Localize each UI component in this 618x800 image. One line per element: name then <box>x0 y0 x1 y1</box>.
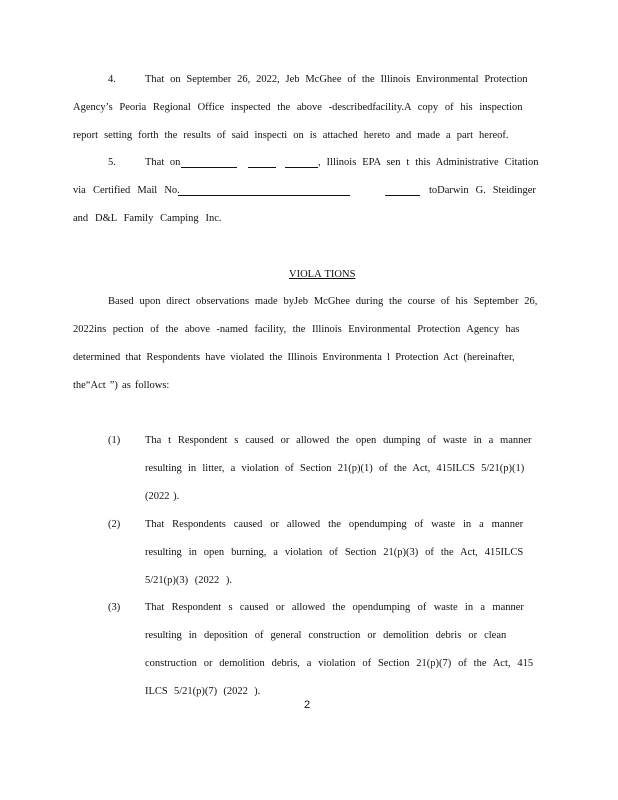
paragraph-5-line-1-start: That on <box>145 157 181 168</box>
violation-3-number: (3) <box>108 602 121 613</box>
certified-mail-number-blank-2 <box>385 185 420 196</box>
violation-2-line-1: That Respondents caused or allowed the opendumping of waste in a manner <box>145 519 524 530</box>
paragraph-5-number: 5. <box>108 157 116 168</box>
certified-mail-number-blank <box>178 185 350 196</box>
paragraph-4-line-1-text: That on September 26, 2022, Jeb McGhee of the Illinois Environmental Protection <box>145 74 528 85</box>
paragraph-5-line-3: and D&L Family Camping Inc. <box>73 213 222 224</box>
date-blank-1 <box>181 157 237 168</box>
paragraph-5-line-1-end: , Illinois EPA sen t this Administrative Citation <box>318 157 539 168</box>
page-number: 2 <box>304 699 311 711</box>
violation-2-number: (2) <box>108 519 121 530</box>
violation-1-line-3: (2022 ). <box>145 491 180 502</box>
paragraph-4-line-3: report setting forth the results of said inspecti on is attached hereto and made a part hereof. <box>73 130 509 141</box>
intro-line-2: 2022ins pection of the above -named facility, the Illinois Environmental Protection Agency has <box>73 324 520 335</box>
violation-1-number: (1) <box>108 435 121 446</box>
paragraph-5-line-2-start: via Certified Mail No. <box>73 185 180 196</box>
violation-3-line-4: ILCS 5/21(p)(7) (2022 ). <box>145 686 261 697</box>
violation-3-line-2: resulting in deposition of general construction or demolition debris or clean <box>145 630 507 641</box>
violation-2-line-2: resulting in open burning, a violation of Section 21(p)(3) of the Act, 415ILCS <box>145 547 524 558</box>
date-blank-3 <box>285 157 318 168</box>
violation-1-line-2: resulting in litter, a violation of Section 21(p)(1) of the Act, 415ILCS 5/21(p)(1) <box>145 463 525 474</box>
paragraph-4-line-1 <box>145 73 534 86</box>
violations-heading: VIOLA TIONS <box>289 269 356 280</box>
violation-3-line-3: construction or demolition debris, a violation of Section 21(p)(7) of the Act, 415 <box>145 658 534 669</box>
violation-3-line-1: That Respondent s caused or allowed the opendumping of waste in a manner <box>145 602 524 613</box>
violation-1-line-1: Tha t Respondent s caused or allowed the open dumping of waste in a manner <box>145 435 532 446</box>
intro-line-4: the“Act ”) as follows: <box>73 380 170 391</box>
intro-line-1: Based upon direct observations made byJeb McGhee during the course of his September 26, <box>108 296 538 307</box>
paragraph-4-number: 4. <box>108 74 116 85</box>
paragraph-5-line-2-end: toDarwin G. Steidinger <box>429 185 536 196</box>
paragraph-4-line-2: Agency’s Peoria Regional Office inspected the above -describedfacility.A copy of his inspection <box>73 102 523 113</box>
date-blank-2 <box>248 157 276 168</box>
violation-2-line-3: 5/21(p)(3) (2022 ). <box>145 575 233 586</box>
intro-line-3: determined that Respondents have violated the Illinois Environmenta l Protection Act (hereinafter, <box>73 352 515 363</box>
